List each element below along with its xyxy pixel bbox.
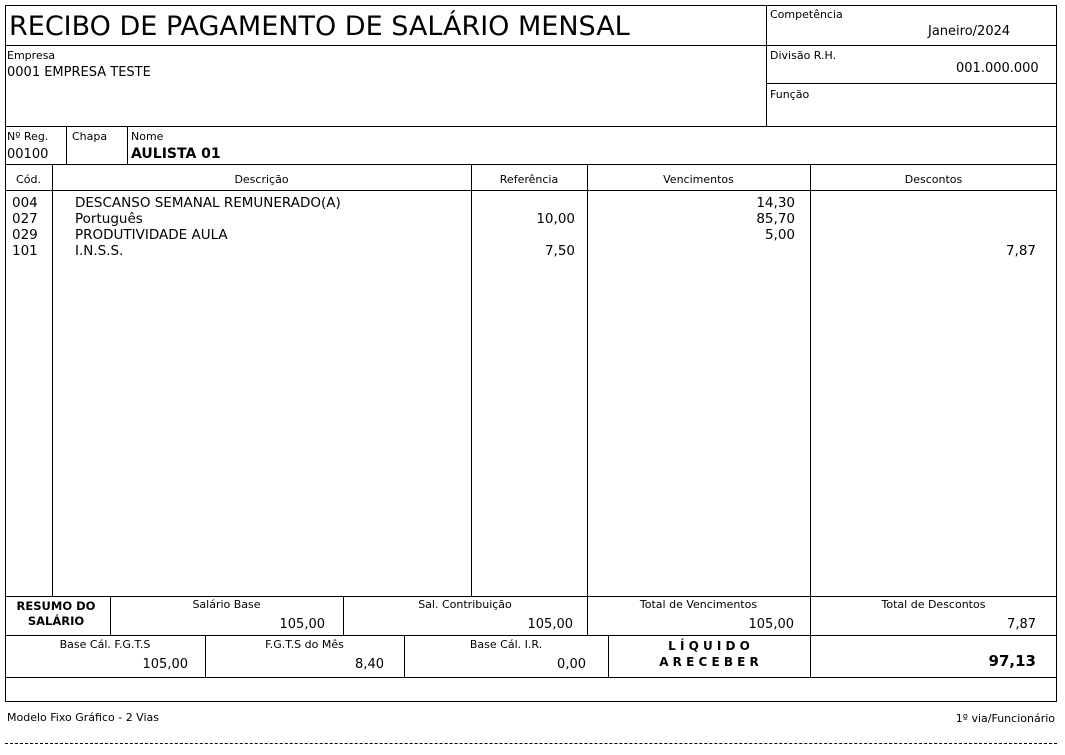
row-descontos	[813, 195, 1036, 211]
col-divider-ref	[587, 164, 588, 596]
row-referencia: 10,00	[536, 211, 575, 227]
header-divider	[5, 45, 1057, 46]
liquido-label-line1: L Í Q U I D O	[668, 639, 750, 653]
competencia-label: Competência	[770, 8, 843, 21]
total-vencimentos-value: 105,00	[748, 617, 794, 632]
row-vencimentos: 5,00	[764, 227, 795, 243]
base-ir-value: 0,00	[557, 657, 586, 672]
col-divider-cod	[52, 164, 53, 596]
total-descontos-value: 7,87	[1007, 617, 1036, 632]
row-cod: 004	[12, 195, 38, 211]
nome-value: AULISTA 01	[131, 146, 221, 162]
resumo-mid	[5, 635, 1057, 636]
row-descontos	[813, 227, 1036, 243]
empresa-label: Empresa	[7, 49, 56, 62]
table-header-line	[5, 190, 1057, 191]
col-descontos	[813, 195, 1036, 259]
row-descricao: I.N.S.S.	[75, 243, 124, 259]
competencia-value: Janeiro/2024	[928, 24, 1011, 39]
col-vencimentos	[590, 195, 795, 259]
chapa-divider	[66, 126, 67, 164]
reg-label: Nº Reg.	[7, 130, 49, 143]
chapa-label: Chapa	[72, 130, 108, 143]
liquido-label-line2: A R E C E B E R	[659, 655, 759, 669]
row-cod: 101	[12, 243, 38, 259]
employee-row-top	[5, 126, 1057, 127]
resumo-label-line1: RESUMO DO	[16, 599, 96, 613]
sal-contribuicao-value: 105,00	[527, 617, 573, 632]
col-cod	[12, 195, 50, 259]
row-cod: 029	[12, 227, 38, 243]
reg-value: 00100	[7, 147, 49, 162]
base-ir-label: Base Cál. I.R.	[469, 638, 543, 651]
fgts-mes-value: 8,40	[355, 657, 384, 672]
col-referencia	[474, 195, 575, 259]
base-fgts-label: Base Cál. F.G.T.S	[59, 638, 151, 651]
header-cod: Cód.	[16, 173, 41, 186]
row-descricao: Português	[75, 211, 143, 227]
receipt-title: RECIBO DE PAGAMENTO DE SALÁRIO MENSAL	[9, 11, 630, 42]
salario-base-value: 105,00	[279, 617, 325, 632]
base-fgts-value: 105,00	[142, 657, 188, 672]
row-vencimentos	[590, 243, 795, 259]
col-descricao	[75, 195, 465, 259]
salario-base-label: Salário Base	[192, 598, 261, 611]
header-referencia: Referência	[499, 173, 559, 186]
empresa-value: 0001 EMPRESA TESTE	[7, 65, 151, 80]
funcao-label: Função	[770, 88, 810, 101]
liquido-value: 97,13	[988, 652, 1036, 670]
modelo-text: Modelo Fixo Gráfico - 2 Vias	[7, 711, 159, 724]
row-descricao: DESCANSO SEMANAL REMUNERADO(A)	[75, 195, 341, 211]
total-vencimentos-label: Total de Vencimentos	[639, 598, 758, 611]
resumo-top	[5, 596, 1057, 597]
row-vencimentos: 14,30	[756, 195, 795, 211]
header-descricao: Descrição	[234, 173, 289, 186]
nome-divider	[127, 126, 128, 164]
table-top	[5, 164, 1057, 165]
resumo-label	[6, 599, 106, 629]
header-descontos: Descontos	[904, 173, 963, 186]
nome-label: Nome	[131, 130, 164, 143]
fgts-mes-label: F.G.T.S do Mês	[265, 638, 344, 651]
row-referencia	[474, 227, 575, 243]
col-divider-desc	[471, 164, 472, 596]
resumo-label-line2: SALÁRIO	[27, 614, 85, 628]
sal-contribuicao-label: Sal. Contribuição	[418, 598, 512, 611]
row-descontos	[813, 211, 1036, 227]
resumo-bottom	[5, 677, 1057, 678]
header-vencimentos: Vencimentos	[663, 173, 734, 186]
col-divider-venc	[810, 164, 811, 596]
row-referencia	[474, 195, 575, 211]
row-descontos: 7,87	[1005, 243, 1036, 259]
funcao-divider	[766, 83, 1057, 84]
total-descontos-label: Total de Descontos	[881, 598, 986, 611]
via-text: 1º via/Funcionário	[955, 712, 1055, 725]
row-vencimentos: 85,70	[756, 211, 795, 227]
row-cod: 027	[12, 211, 38, 227]
divisao-value: 001.000.000	[956, 61, 1039, 76]
row-descricao: PRODUTIVIDADE AULA	[75, 227, 228, 243]
cut-line	[5, 743, 1057, 744]
liquido-label	[608, 638, 810, 670]
divisao-label: Divisão R.H.	[770, 49, 837, 62]
row-referencia: 7,50	[544, 243, 575, 259]
